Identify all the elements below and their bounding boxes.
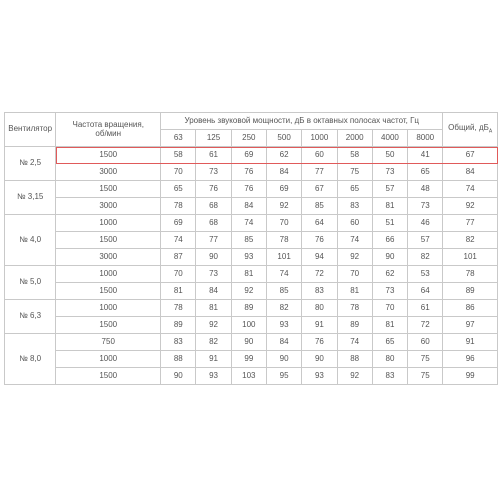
band-value-cell: 51 [372, 215, 407, 232]
table-row [5, 334, 498, 351]
total-value-cell: 99 [443, 368, 498, 385]
rpm-cell: 1500 [56, 317, 161, 334]
band-value-cell: 101 [266, 249, 301, 266]
band-value-cell: 89 [337, 317, 372, 334]
rpm-cell: 1000 [56, 215, 161, 232]
band-value-cell: 92 [266, 198, 301, 215]
band-value-cell: 90 [231, 334, 266, 351]
band-value-cell: 68 [196, 215, 231, 232]
band-value-cell: 82 [196, 334, 231, 351]
band-value-cell: 76 [302, 334, 337, 351]
band-value-cell: 67 [302, 181, 337, 198]
fan-model-cell: № 6,3 [5, 300, 56, 334]
band-value-cell: 85 [231, 232, 266, 249]
fan-model-cell: № 8,0 [5, 334, 56, 385]
band-value-cell: 92 [337, 249, 372, 266]
band-value-cell: 74 [231, 215, 266, 232]
band-value-cell: 66 [372, 232, 407, 249]
band-value-cell: 68 [196, 198, 231, 215]
band-value-cell: 73 [196, 164, 231, 181]
band-value-cell: 83 [161, 334, 196, 351]
band-value-cell: 48 [408, 181, 443, 198]
band-value-cell: 77 [196, 232, 231, 249]
total-value-cell: 84 [443, 164, 498, 181]
total-value-cell: 91 [443, 334, 498, 351]
table-row [5, 181, 498, 198]
band-value-cell: 90 [266, 351, 301, 368]
band-value-cell: 89 [161, 317, 196, 334]
rpm-cell: 1500 [56, 181, 161, 198]
band-value-cell: 72 [302, 266, 337, 283]
band-value-cell: 90 [196, 249, 231, 266]
total-value-cell: 89 [443, 283, 498, 300]
total-value-cell: 92 [443, 198, 498, 215]
total-value-cell: 82 [443, 232, 498, 249]
table-row [5, 300, 498, 317]
band-value-cell: 76 [231, 164, 266, 181]
band-value-cell: 60 [337, 215, 372, 232]
band-value-cell: 50 [372, 147, 407, 164]
rpm-cell: 1500 [56, 368, 161, 385]
band-value-cell: 81 [196, 300, 231, 317]
band-value-cell: 83 [302, 283, 337, 300]
band-value-cell: 90 [161, 368, 196, 385]
band-value-cell: 41 [408, 147, 443, 164]
band-value-cell: 81 [372, 198, 407, 215]
header-total-label: Общий, дБ [448, 122, 489, 132]
total-value-cell: 97 [443, 317, 498, 334]
table-row [5, 368, 498, 385]
band-value-cell: 92 [196, 317, 231, 334]
band-value-cell: 69 [266, 181, 301, 198]
band-value-cell: 103 [231, 368, 266, 385]
band-value-cell: 75 [408, 368, 443, 385]
band-value-cell: 84 [266, 334, 301, 351]
band-value-cell: 84 [231, 198, 266, 215]
band-value-cell: 70 [372, 300, 407, 317]
band-value-cell: 78 [161, 198, 196, 215]
band-value-cell: 95 [266, 368, 301, 385]
table-row [5, 147, 498, 164]
band-value-cell: 74 [161, 232, 196, 249]
band-value-cell: 64 [408, 283, 443, 300]
header-fan: Вентилятор [5, 113, 56, 147]
band-value-cell: 80 [372, 351, 407, 368]
header-total [443, 113, 498, 147]
band-value-cell: 82 [266, 300, 301, 317]
band-value-cell: 70 [266, 215, 301, 232]
band-value-cell: 80 [302, 300, 337, 317]
band-value-cell: 65 [337, 181, 372, 198]
band-value-cell: 90 [372, 249, 407, 266]
band-value-cell: 46 [408, 215, 443, 232]
header-band-2000: 2000 [337, 130, 372, 147]
noise-level-table [4, 112, 498, 385]
band-value-cell: 88 [337, 351, 372, 368]
table-row [5, 198, 498, 215]
band-value-cell: 82 [408, 249, 443, 266]
header-band-63: 63 [161, 130, 196, 147]
band-value-cell: 65 [372, 334, 407, 351]
fan-model-cell: № 2,5 [5, 147, 56, 181]
table-row [5, 164, 498, 181]
header-band-250: 250 [231, 130, 266, 147]
band-value-cell: 89 [231, 300, 266, 317]
total-value-cell: 96 [443, 351, 498, 368]
band-value-cell: 91 [196, 351, 231, 368]
band-value-cell: 60 [302, 147, 337, 164]
band-value-cell: 65 [161, 181, 196, 198]
noise-table-container [4, 112, 498, 385]
band-value-cell: 93 [196, 368, 231, 385]
band-value-cell: 58 [161, 147, 196, 164]
band-value-cell: 70 [161, 164, 196, 181]
table-row [5, 249, 498, 266]
band-value-cell: 81 [161, 283, 196, 300]
band-value-cell: 78 [161, 300, 196, 317]
band-value-cell: 93 [302, 368, 337, 385]
rpm-cell: 1000 [56, 266, 161, 283]
band-value-cell: 61 [408, 300, 443, 317]
band-value-cell: 73 [372, 283, 407, 300]
rpm-cell: 1500 [56, 147, 161, 164]
header-band-8000: 8000 [408, 130, 443, 147]
table-row [5, 283, 498, 300]
header-total-sub: А [488, 128, 493, 135]
band-value-cell: 65 [408, 164, 443, 181]
band-value-cell: 81 [337, 283, 372, 300]
band-value-cell: 76 [231, 181, 266, 198]
band-value-cell: 73 [372, 164, 407, 181]
band-value-cell: 76 [196, 181, 231, 198]
band-value-cell: 76 [302, 232, 337, 249]
band-value-cell: 62 [372, 266, 407, 283]
rpm-cell: 1500 [56, 232, 161, 249]
band-value-cell: 61 [196, 147, 231, 164]
band-value-cell: 73 [408, 198, 443, 215]
rpm-cell: 3000 [56, 249, 161, 266]
total-value-cell: 78 [443, 266, 498, 283]
rpm-cell: 3000 [56, 164, 161, 181]
rpm-cell: 1000 [56, 351, 161, 368]
band-value-cell: 92 [337, 368, 372, 385]
band-value-cell: 70 [337, 266, 372, 283]
header-band-500: 500 [266, 130, 301, 147]
band-value-cell: 93 [231, 249, 266, 266]
table-body [5, 147, 498, 385]
band-value-cell: 74 [266, 266, 301, 283]
header-band-group: Уровень звуковой мощности, дБ в октавных полосах частот, Гц [161, 113, 443, 130]
header-rpm: Частота вращения, об/мин [56, 113, 161, 147]
rpm-cell: 3000 [56, 198, 161, 215]
total-value-cell: 86 [443, 300, 498, 317]
total-value-cell: 101 [443, 249, 498, 266]
table-row [5, 215, 498, 232]
header-band-1000: 1000 [302, 130, 337, 147]
band-value-cell: 84 [196, 283, 231, 300]
rpm-cell: 1000 [56, 300, 161, 317]
band-value-cell: 60 [408, 334, 443, 351]
header-band-4000: 4000 [372, 130, 407, 147]
band-value-cell: 99 [231, 351, 266, 368]
band-value-cell: 92 [231, 283, 266, 300]
band-value-cell: 57 [408, 232, 443, 249]
band-value-cell: 93 [266, 317, 301, 334]
table-row [5, 317, 498, 334]
band-value-cell: 83 [372, 368, 407, 385]
band-value-cell: 94 [302, 249, 337, 266]
band-value-cell: 74 [337, 232, 372, 249]
band-value-cell: 100 [231, 317, 266, 334]
table-header [5, 113, 498, 147]
band-value-cell: 91 [302, 317, 337, 334]
band-value-cell: 88 [161, 351, 196, 368]
total-value-cell: 74 [443, 181, 498, 198]
band-value-cell: 85 [302, 198, 337, 215]
band-value-cell: 69 [231, 147, 266, 164]
band-value-cell: 87 [161, 249, 196, 266]
band-value-cell: 85 [266, 283, 301, 300]
band-value-cell: 57 [372, 181, 407, 198]
fan-model-cell: № 5,0 [5, 266, 56, 300]
fan-model-cell: № 4,0 [5, 215, 56, 266]
total-value-cell: 67 [443, 147, 498, 164]
band-value-cell: 75 [337, 164, 372, 181]
band-value-cell: 84 [266, 164, 301, 181]
total-value-cell: 77 [443, 215, 498, 232]
rpm-cell: 750 [56, 334, 161, 351]
band-value-cell: 72 [408, 317, 443, 334]
band-value-cell: 58 [337, 147, 372, 164]
header-band-125: 125 [196, 130, 231, 147]
band-value-cell: 69 [161, 215, 196, 232]
band-value-cell: 78 [266, 232, 301, 249]
band-value-cell: 74 [337, 334, 372, 351]
band-value-cell: 81 [372, 317, 407, 334]
band-value-cell: 64 [302, 215, 337, 232]
band-value-cell: 90 [302, 351, 337, 368]
fan-model-cell: № 3,15 [5, 181, 56, 215]
rpm-cell: 1500 [56, 283, 161, 300]
band-value-cell: 53 [408, 266, 443, 283]
band-value-cell: 78 [337, 300, 372, 317]
table-row [5, 266, 498, 283]
table-row [5, 232, 498, 249]
band-value-cell: 73 [196, 266, 231, 283]
band-value-cell: 75 [408, 351, 443, 368]
band-value-cell: 70 [161, 266, 196, 283]
band-value-cell: 81 [231, 266, 266, 283]
table-row [5, 351, 498, 368]
band-value-cell: 77 [302, 164, 337, 181]
band-value-cell: 62 [266, 147, 301, 164]
band-value-cell: 83 [337, 198, 372, 215]
